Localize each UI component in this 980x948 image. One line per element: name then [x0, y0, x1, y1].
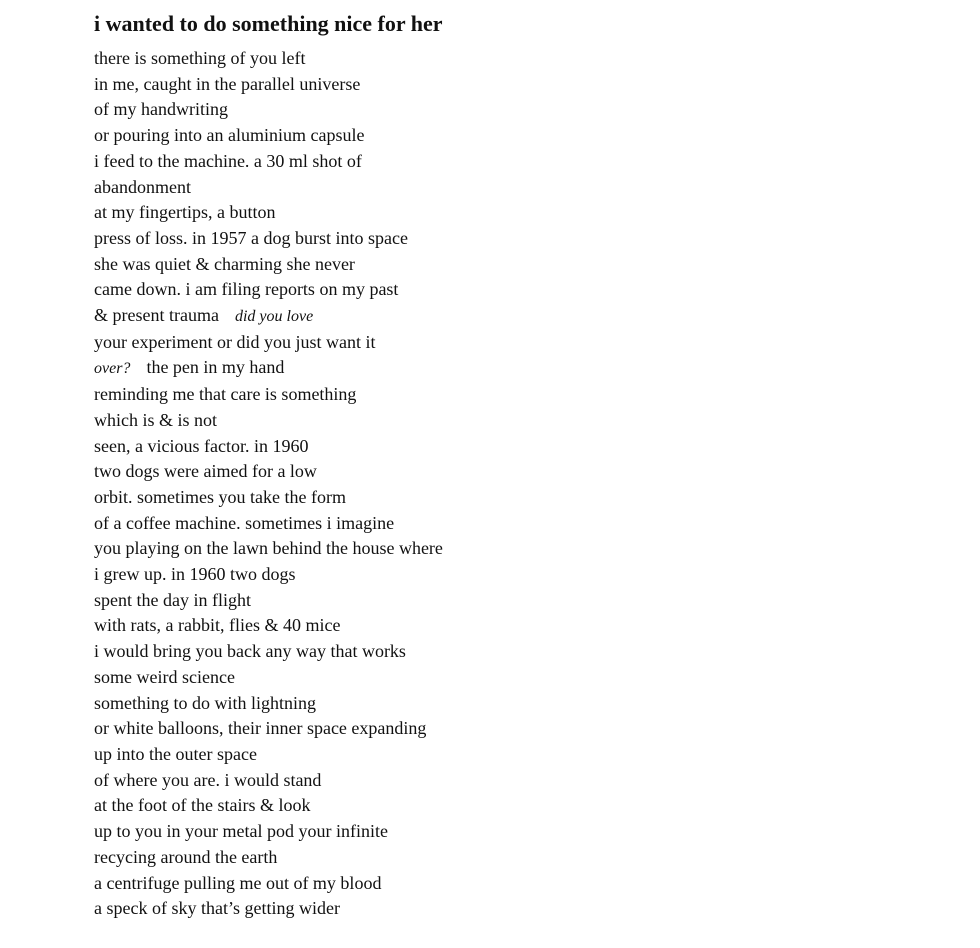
poem-line: some weird science [94, 666, 235, 687]
poem-line-roman: the pen in my hand [146, 357, 285, 378]
poem-line: a centrifuge pulling me out of my blood [94, 872, 382, 893]
poem-line: there is something of you left [94, 48, 306, 68]
poem-line: recycing around the earth [94, 846, 278, 867]
poem [94, 8, 954, 922]
poem-line: orbit. sometimes you take the form [94, 486, 346, 507]
poem-line: she was quiet & charming she never [94, 253, 355, 274]
poem-line: i grew up. in 1960 two dogs [94, 564, 296, 585]
poem-line: which is & is not [94, 409, 218, 430]
poem-line: of where you are. i would stand [94, 769, 322, 790]
poem-line: of a coffee machine. sometimes i imagine [94, 512, 395, 533]
poem-line: with rats, a rabbit, flies & 40 mice [94, 615, 341, 636]
poem-line: reminding me that care is something [94, 384, 357, 405]
poem-title: i wanted to do something nice for her [94, 11, 443, 36]
poem-line: of my handwriting [94, 99, 228, 120]
poem-line: press of loss. in 1957 a dog burst into space [94, 227, 408, 248]
poem-line-roman: & present trauma [94, 305, 219, 326]
poem-line: something to do with lightning [94, 692, 317, 713]
poem-line-italic: over? [94, 360, 131, 378]
poem-line: or white balloons, their inner space expanding [94, 718, 427, 739]
poem-line: i would bring you back any way that works [94, 641, 406, 662]
poem-line: came down. i am filing reports on my past [94, 279, 399, 300]
poem-body [94, 46, 954, 922]
poem-line: or pouring into an aluminium capsule [94, 125, 365, 146]
poem-line: you playing on the lawn behind the house where [94, 538, 443, 559]
poem-line: up to you in your metal pod your infinite [94, 821, 388, 842]
poem-line: at my fingertips, a button [94, 202, 276, 223]
poem-line: at the foot of the stairs & look [94, 795, 311, 816]
poem-line: spent the day in flight [94, 589, 251, 610]
poem-line: up into the outer space [94, 743, 257, 764]
poem-line-trauma [94, 303, 954, 330]
poem-line: a speck of sky that’s getting wider [94, 898, 340, 919]
poem-line: your experiment or did you just want it [94, 331, 376, 352]
poem-line: i feed to the machine. a 30 ml shot of [94, 150, 362, 171]
poem-line: abandonment [94, 176, 191, 197]
poem-line: seen, a vicious factor. in 1960 [94, 435, 309, 456]
poem-line: two dogs were aimed for a low [94, 461, 317, 482]
poem-line-over [94, 355, 954, 382]
poem-line: in me, caught in the parallel universe [94, 73, 361, 94]
poem-line-italic: did you love [234, 308, 314, 326]
